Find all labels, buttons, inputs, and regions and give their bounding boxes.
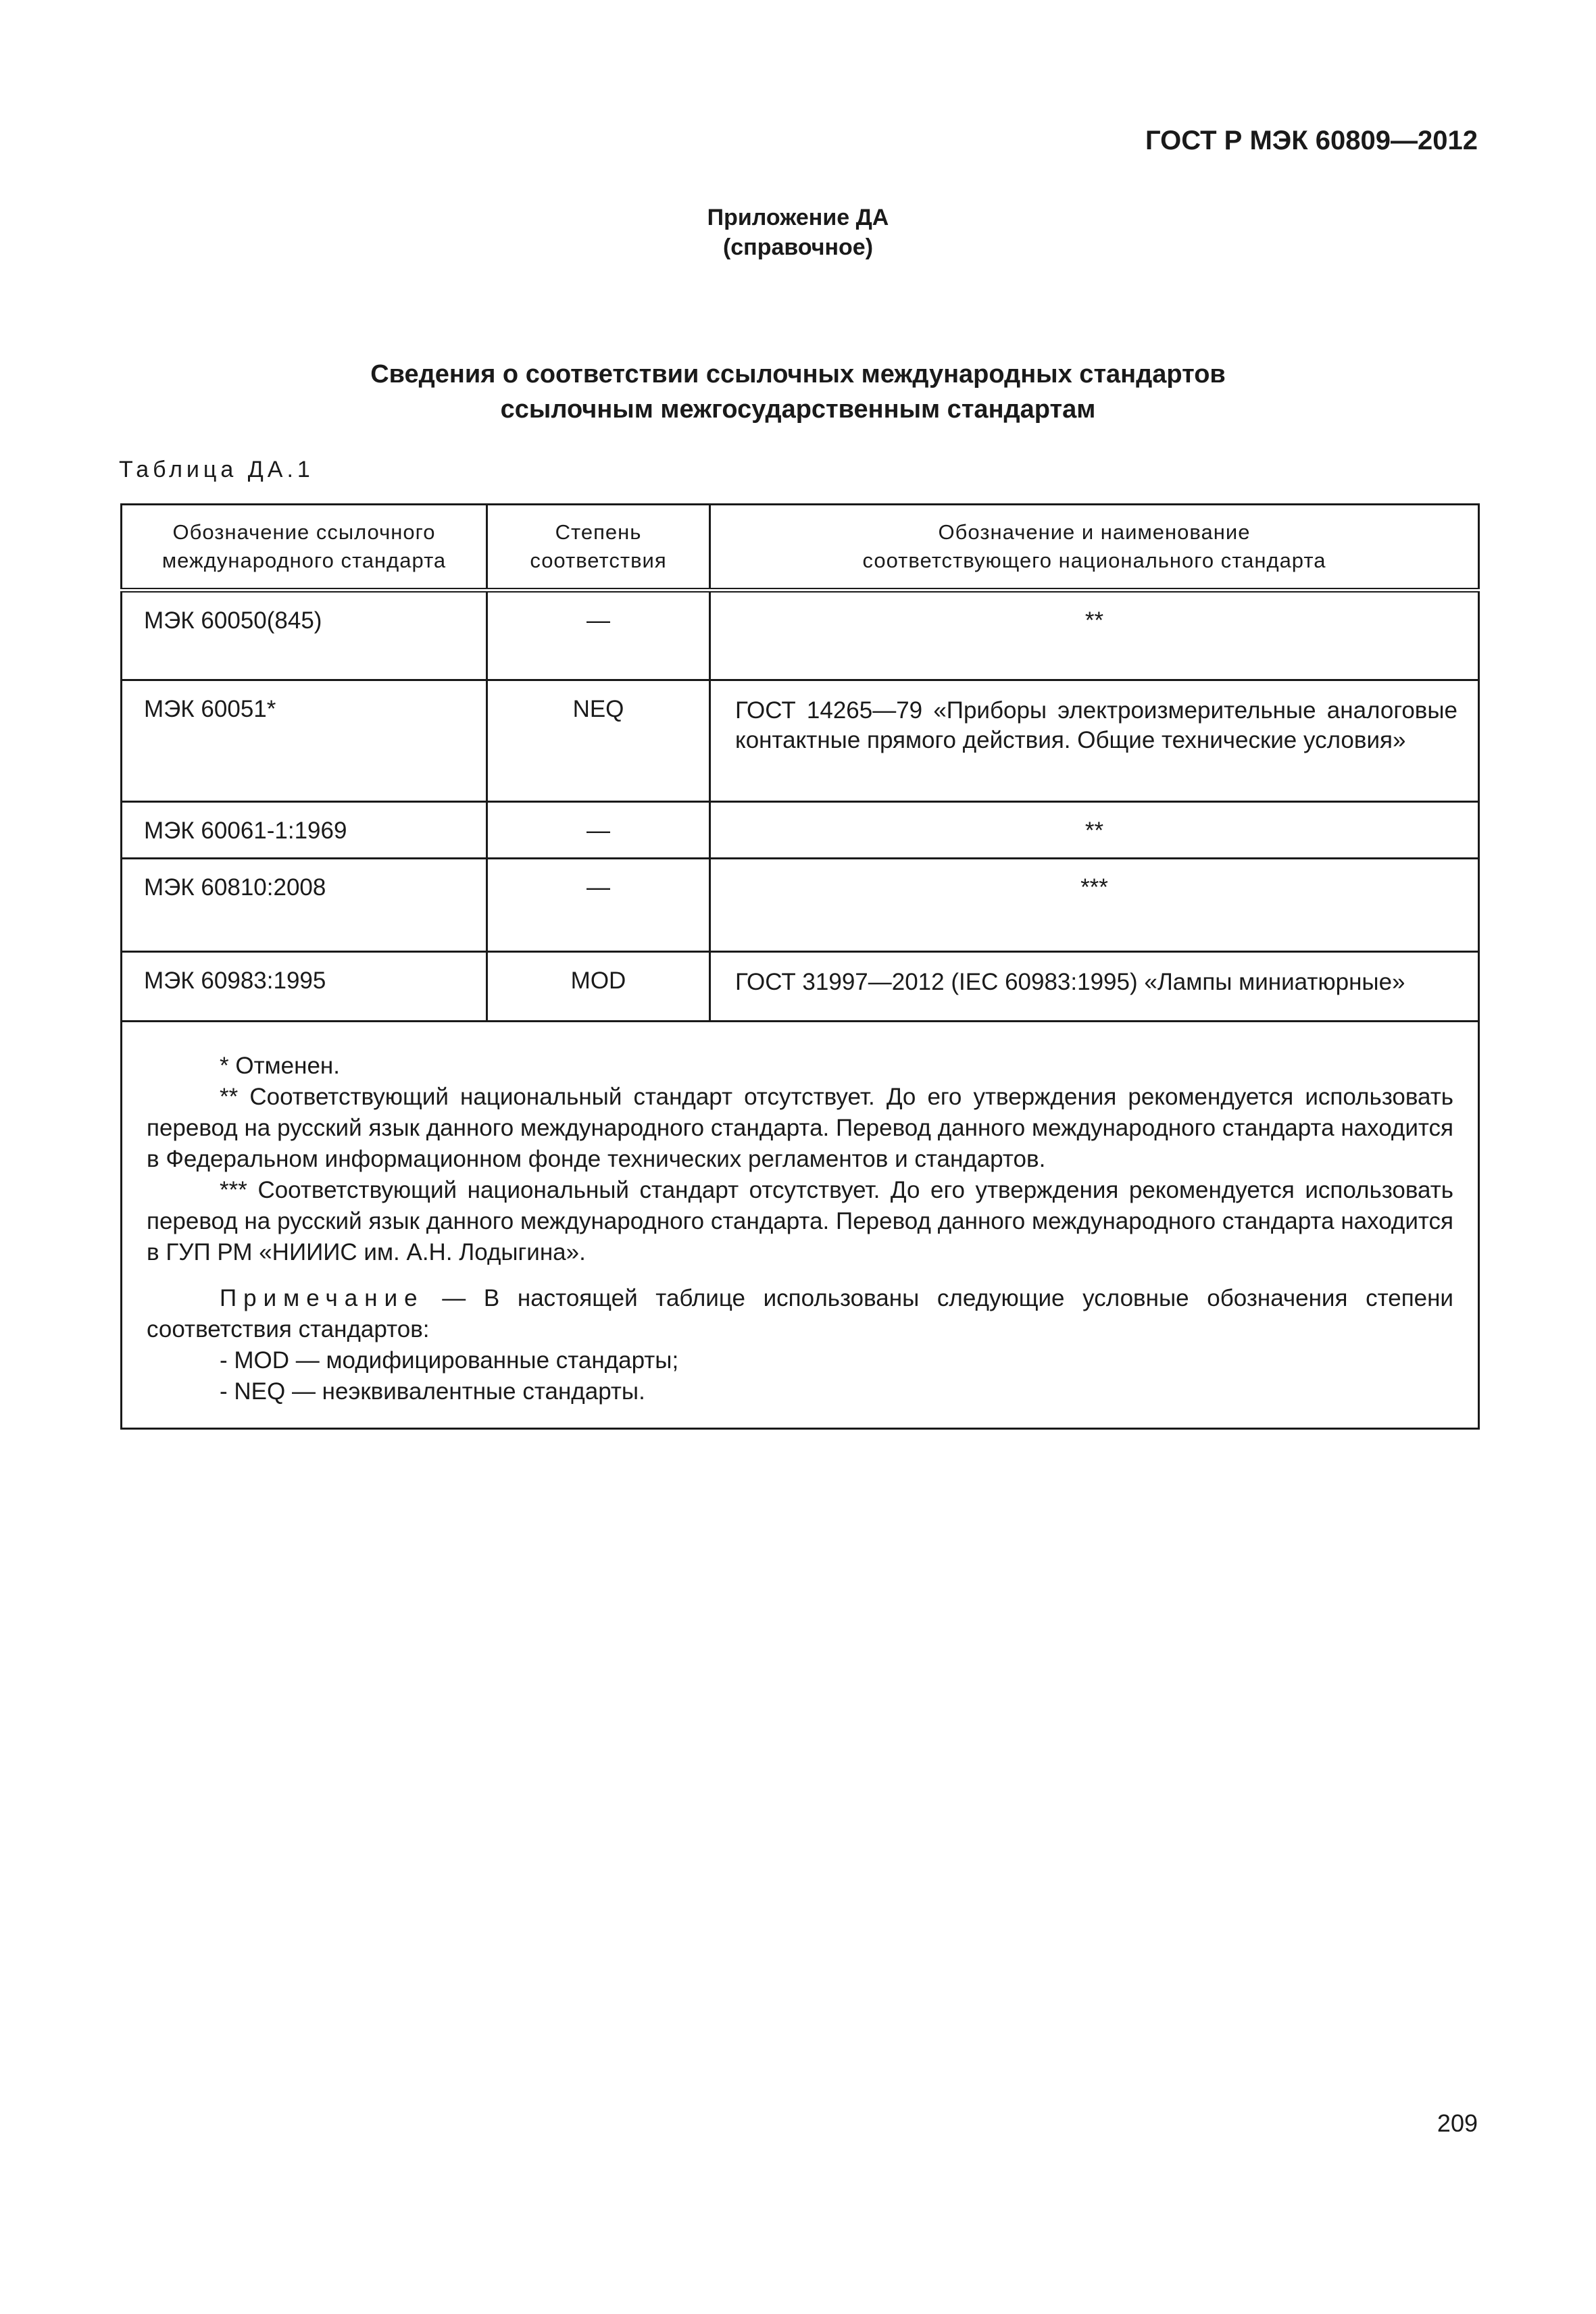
table-row bbox=[122, 590, 1479, 680]
correspondence-table bbox=[120, 503, 1480, 1430]
table-row bbox=[122, 859, 1479, 952]
table-header-row bbox=[122, 505, 1479, 590]
section-title-line-2: ссылочным межгосударственным стандартам bbox=[500, 395, 1096, 424]
note-label: Примечание bbox=[220, 1285, 424, 1311]
document-header: ГОСТ Р МЭК 60809—2012 bbox=[1145, 126, 1478, 155]
cell-degree: NEQ bbox=[487, 680, 710, 802]
footnote: *** Соответствующий национальный стандарт отсутствует. До его утверждения рекомендуется использовать перевод на русский язык данного международного стандарта. Перевод данного международного стандарта находится в ГУП РМ «НИИИС им. А.Н. Лодыгина». bbox=[147, 1177, 1453, 1265]
cell-national: ГОСТ 14265—79 «Приборы электроизмерительные аналоговые контактные прямого действия. Общие технические условия» bbox=[710, 680, 1479, 802]
cell-degree: — bbox=[487, 590, 710, 680]
header-cell-standard bbox=[122, 505, 487, 590]
cell-standard: МЭК 60051* bbox=[122, 680, 487, 802]
table-note bbox=[147, 1283, 1453, 1345]
header-line: международного стандарта bbox=[161, 549, 447, 572]
table-row bbox=[122, 952, 1479, 1022]
footnote: ** Соответствующий национальный стандарт отсутствует. До его утверждения рекомендуется использовать перевод на русский язык данного международного стандарта. Перевод данного международного стандарта находится в Федеральном информационном фонде технических регламентов и стандартов. bbox=[147, 1084, 1453, 1172]
section-title-line-1: Сведения о соответствии ссылочных международных стандартов bbox=[370, 360, 1226, 388]
cell-standard: МЭК 60983:1995 bbox=[122, 952, 487, 1022]
cell-standard: МЭК 60050(845) bbox=[122, 590, 487, 680]
header-line: Степень bbox=[555, 520, 642, 544]
table-notes-row bbox=[122, 1022, 1479, 1429]
cell-degree: — bbox=[487, 859, 710, 952]
note-text: — В настоящей таблице использованы следующие условные обозначения степени соответствия стандартов: bbox=[147, 1285, 1453, 1342]
footnote: * Отменен. bbox=[220, 1053, 340, 1079]
header-line: Обозначение ссылочного bbox=[172, 520, 436, 544]
legend-item: - NEQ — неэквивалентные стандарты. bbox=[220, 1378, 645, 1405]
header-line: Обозначение и наименование bbox=[938, 520, 1251, 544]
header-cell-degree bbox=[487, 505, 710, 590]
cell-standard: МЭК 60061-1:1969 bbox=[122, 802, 487, 859]
table-row bbox=[122, 680, 1479, 802]
appendix-heading bbox=[0, 203, 1596, 262]
header-line: соответствующего национального стандарта bbox=[862, 549, 1326, 572]
page-number: 209 bbox=[1437, 2109, 1478, 2137]
cell-national: *** bbox=[710, 859, 1479, 952]
appendix-title: Приложение ДА bbox=[707, 205, 889, 230]
table-label: Таблица ДА.1 bbox=[119, 457, 314, 482]
cell-national: ** bbox=[710, 802, 1479, 859]
cell-national: ГОСТ 31997—2012 (IEC 60983:1995) «Лампы миниатюрные» bbox=[710, 952, 1479, 1022]
notes-cell bbox=[122, 1022, 1479, 1429]
header-cell-national bbox=[710, 505, 1479, 590]
appendix-subtitle: (справочное) bbox=[722, 234, 874, 260]
legend-item: - MOD — модифицированные стандарты; bbox=[220, 1347, 679, 1374]
cell-degree: — bbox=[487, 802, 710, 859]
section-title bbox=[0, 357, 1596, 427]
cell-national: ** bbox=[710, 590, 1479, 680]
table-row bbox=[122, 802, 1479, 859]
header-line: соответствия bbox=[530, 549, 667, 572]
cell-standard: МЭК 60810:2008 bbox=[122, 859, 487, 952]
cell-degree: MOD bbox=[487, 952, 710, 1022]
